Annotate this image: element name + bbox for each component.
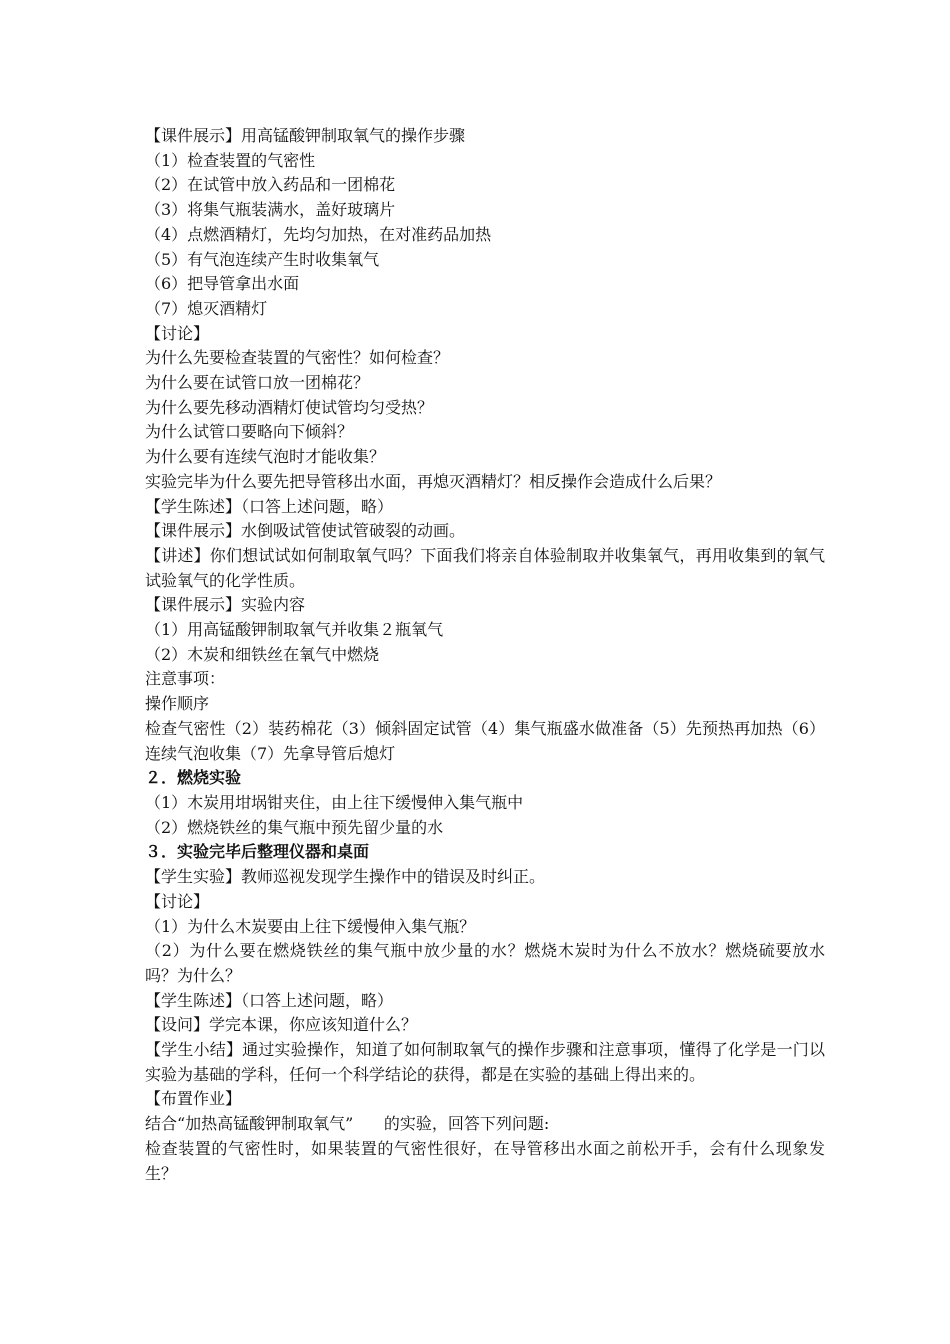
narration-paragraph: 【讲述】你们想试试如何制取氧气吗？下面我们将亲自体验制取并收集氧气，再用收集到的氧气试验氧气的化学性质。 xyxy=(145,545,825,590)
discussion-question-1: （1）为什么木炭要由上往下缓慢伸入集气瓶？ xyxy=(145,916,476,936)
question-line: 为什么要有连续气泡时才能收集？ xyxy=(145,447,386,467)
step-6: （6）把导管拿出水面 xyxy=(145,274,300,294)
homework-intro-gap xyxy=(353,1114,384,1133)
question-prompt: 【设问】学完本课，你应该知道什么？ xyxy=(145,1015,418,1035)
experiment-item-1: （1）用高锰酸钾制取氧气并收集２瓶氧气 xyxy=(145,620,444,640)
experiment-item-2: （2）木炭和细铁丝在氧气中燃烧 xyxy=(145,644,380,664)
step-5: （5）有气泡连续产生时收集氧气 xyxy=(145,249,380,269)
student-experiment: 【学生实验】教师巡视发现学生操作中的错误及时纠正。 xyxy=(145,867,546,887)
discussion-heading: 【讨论】 xyxy=(145,323,210,343)
homework-intro-part-1: 结合“加热高锰酸钾制取氧气” xyxy=(145,1114,354,1134)
discussion-heading-2: 【讨论】 xyxy=(145,891,210,911)
section-cleanup: ３．实验完毕后整理仪器和桌面 xyxy=(145,842,370,862)
student-statement-2: 【学生陈述】（口答上述问题，略） xyxy=(145,990,394,1010)
student-summary: 【学生小结】通过实验操作，知道了如何制取氧气的操作步骤和注意事项，懂得了化学是一门以实验为基础的学科，任何一个科学结论的获得，都是在实验的基础上得出来的。 xyxy=(145,1040,825,1084)
combustion-item-1: （1）木炭用坩埚钳夹住，由上往下缓慢伸入集气瓶中 xyxy=(145,792,524,812)
procedure-heading: 操作顺序 xyxy=(145,694,210,714)
question-line: 为什么要先移动酒精灯使试管均匀受热？ xyxy=(145,397,434,417)
document-body xyxy=(145,124,825,1186)
courseware-animation: 【课件展示】水倒吸试管使试管破裂的动画。 xyxy=(145,521,466,541)
homework-intro xyxy=(145,1112,825,1137)
paragraph-courseware-steps: 【课件展示】用高锰酸钾制取氧气的操作步骤 xyxy=(145,126,466,145)
step-3: （3）将集气瓶装满水，盖好玻璃片 xyxy=(145,200,396,220)
question-line: 实验完毕为什么要先把导管移出水面，再熄灭酒精灯？相反操作会造成什么后果？ xyxy=(145,471,722,491)
student-statement: 【学生陈述】（口答上述问题，略） xyxy=(145,496,394,516)
homework-question: 检查装置的气密性时，如果装置的气密性很好，在导管移出水面之前松开手，会有什么现象发生？ xyxy=(145,1138,825,1183)
procedure-paragraph: 检查气密性（2）装药棉花（3）倾斜固定试管（4）集气瓶盛水做准备（5）先预热再加热（6）连续气泡收集（7）先拿导管后熄灯 xyxy=(145,718,825,763)
step-7: （7）熄灭酒精灯 xyxy=(145,298,268,318)
step-2: （2）在试管中放入药品和一团棉花 xyxy=(145,175,396,195)
discussion-question-2: （2）为什么要在燃烧铁丝的集气瓶中放少量的水？燃烧木炭时为什么不放水？燃烧硫要放水吗？为什么？ xyxy=(145,941,825,985)
section-combustion: ２．燃烧实验 xyxy=(145,768,242,788)
homework-heading: 【布置作业】 xyxy=(145,1089,242,1109)
notes-heading: 注意事项： xyxy=(145,669,226,689)
step-4: （4）点燃酒精灯，先均匀加热，在对准药品加热 xyxy=(145,224,492,244)
question-line: 为什么要在试管口放一团棉花？ xyxy=(145,373,370,393)
homework-intro-part-2: 的实验，回答下列问题: xyxy=(383,1114,550,1134)
question-line: 为什么先要检查装置的气密性？如何检查？ xyxy=(145,348,450,368)
courseware-experiment: 【课件展示】实验内容 xyxy=(145,595,306,615)
combustion-item-2: （2）燃烧铁丝的集气瓶中预先留少量的水 xyxy=(145,817,444,837)
step-1: （1）检查装置的气密性 xyxy=(145,150,316,170)
question-line: 为什么试管口要略向下倾斜？ xyxy=(145,422,354,442)
